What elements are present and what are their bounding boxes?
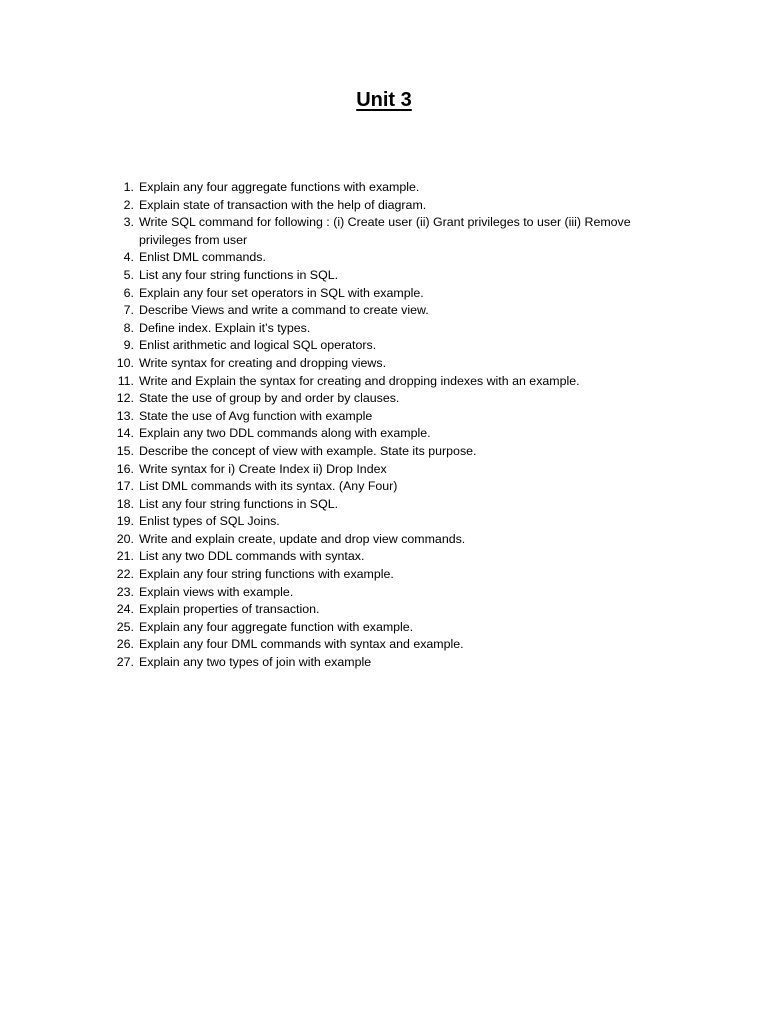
question-item (107, 636, 667, 654)
question-text: Explain any four DML commands with syntax and example. (139, 637, 464, 652)
question-item (107, 601, 667, 619)
question-item (107, 390, 667, 408)
question-number: 22. (116, 567, 134, 582)
question-item (107, 443, 667, 461)
question-number: 13. (116, 408, 134, 423)
question-text: Write syntax for i) Create Index ii) Drop Index (139, 461, 387, 476)
question-number: 2. (123, 197, 134, 212)
question-text: Explain any four string functions with example. (139, 567, 394, 582)
question-number: 16. (116, 461, 134, 476)
question-text: Write syntax for creating and dropping views. (139, 355, 387, 370)
question-item (107, 425, 667, 443)
question-item (107, 461, 667, 479)
question-text: Enlist DML commands. (139, 250, 266, 265)
question-text: List DML commands with its syntax. (Any Four) (139, 479, 398, 494)
question-text: List any four string functions in SQL. (139, 496, 339, 511)
question-item (107, 496, 667, 514)
question-item (107, 337, 667, 355)
question-text: Explain any four aggregate function with example. (139, 619, 414, 634)
question-text: List any four string functions in SQL. (139, 267, 339, 282)
question-list (107, 179, 667, 672)
question-text: Explain properties of transaction. (139, 602, 320, 617)
question-item (107, 584, 667, 602)
question-item (107, 478, 667, 496)
question-text: Enlist arithmetic and logical SQL operators. (139, 338, 377, 353)
question-item (107, 548, 667, 566)
question-number: 23. (116, 584, 134, 599)
question-item (107, 513, 667, 531)
question-text: Write SQL command for following : (i) Create user (ii) Grant privileges to user (iii) Remove privileges from user (139, 215, 631, 247)
question-number: 10. (116, 355, 134, 370)
question-number: 15. (116, 443, 134, 458)
question-number: 25. (116, 619, 134, 634)
question-number: 4. (123, 250, 134, 265)
question-item (107, 302, 667, 320)
question-number: 6. (123, 285, 134, 300)
question-text: Describe Views and write a command to create view. (139, 303, 429, 318)
question-item (107, 267, 667, 285)
question-number: 8. (123, 320, 134, 335)
question-text: Define index. Explain it’s types. (139, 320, 311, 335)
question-text: Explain any four aggregate functions with example. (139, 180, 420, 194)
question-number: 9. (123, 338, 134, 353)
question-number: 21. (116, 549, 134, 564)
question-text: List any two DDL commands with syntax. (139, 549, 365, 564)
page-title-text: Unit 3 (356, 89, 412, 111)
question-item (107, 566, 667, 584)
question-item (107, 408, 667, 426)
question-text: Explain any two types of join with example (139, 655, 372, 670)
question-item (107, 654, 667, 672)
question-text: Explain any four set operators in SQL with example. (139, 285, 424, 300)
question-number: 1. (123, 180, 134, 194)
question-item (107, 531, 667, 549)
question-number: 12. (116, 391, 134, 406)
question-text: Write and explain create, update and drop view commands. (139, 531, 466, 546)
question-text: Explain state of transaction with the help of diagram. (139, 197, 427, 212)
question-number: 5. (123, 267, 134, 282)
question-number: 24. (116, 602, 134, 617)
question-item (107, 373, 667, 391)
question-number: 27. (116, 655, 134, 670)
question-item (107, 249, 667, 267)
question-text: Enlist types of SQL Joins. (139, 514, 280, 529)
question-item (107, 355, 667, 373)
question-text: Explain views with example. (139, 584, 294, 599)
question-text: Explain any two DDL commands along with example. (139, 426, 431, 441)
question-item (107, 320, 667, 338)
question-item (107, 214, 667, 249)
question-text: Describe the concept of view with example. State its purpose. (139, 443, 477, 458)
question-number: 14. (116, 426, 134, 441)
question-number: 7. (123, 303, 134, 318)
question-number: 3. (123, 215, 134, 230)
question-text: State the use of Avg function with example (139, 408, 373, 423)
question-text: Write and Explain the syntax for creating and dropping indexes with an example. (139, 373, 580, 388)
question-text: State the use of group by and order by clauses. (139, 391, 400, 406)
question-number: 19. (116, 514, 134, 529)
question-item (107, 197, 667, 215)
question-item (107, 179, 667, 197)
question-number: 26. (116, 637, 134, 652)
question-number: 11. (117, 373, 134, 388)
question-item (107, 285, 667, 303)
question-number: 18. (116, 496, 134, 511)
question-item (107, 619, 667, 637)
question-number: 20. (116, 531, 134, 546)
question-number: 17. (116, 479, 134, 494)
page-title (0, 86, 768, 114)
